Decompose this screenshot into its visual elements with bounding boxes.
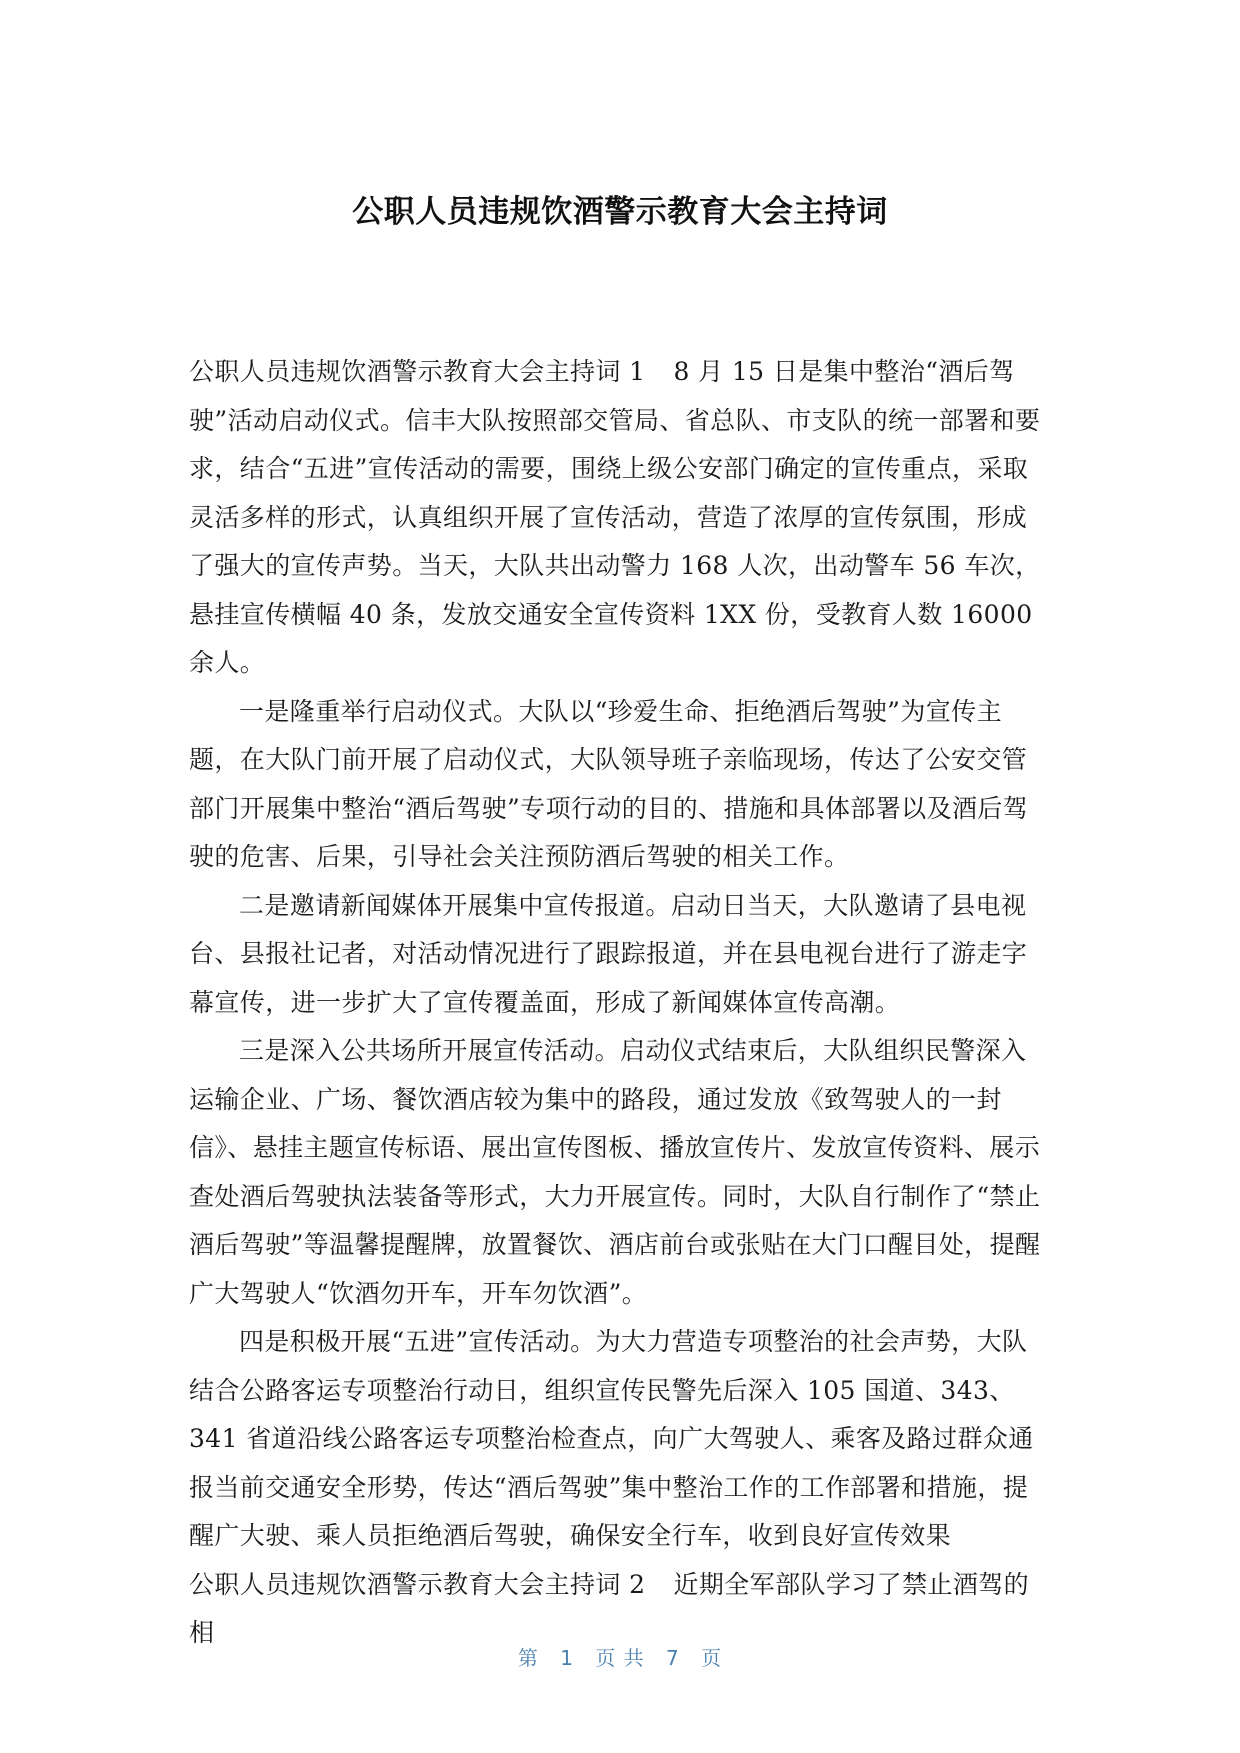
footer-suffix: 页	[701, 1646, 723, 1670]
section-1-heading: 公职人员违规饮酒警示教育大会主持词 1	[189, 357, 646, 386]
footer-page-number: 1	[560, 1646, 574, 1670]
footer-total-pages: 7	[666, 1646, 680, 1670]
section-1-paragraph-5: 四是积极开展“五进”宣传活动。为大力营造专项整治的社会声势，大队结合公路客运专项整治行动日，组织宣传民警先后深入 105 国道、343、341 省道沿线公路客运专项整治检查点，向广大驾驶人、乘客及路过群众通报当前交通安全形势，传达“酒后驾驶”集中整治工作的工作部署和措施，提醒广大驶、乘人员拒绝酒后驾驶，确保安全行车，收到良好宣传效果	[189, 1327, 1034, 1550]
section-1-intro	[189, 348, 1051, 688]
footer-prefix: 第	[517, 1646, 539, 1670]
section-2-heading: 公职人员违规饮酒警示教育大会主持词 2	[189, 1569, 646, 1599]
document-title: 公职人员违规饮酒警示教育大会主持词	[352, 194, 888, 230]
section-1-paragraph-3: 二是邀请新闻媒体开展集中宣传报道。启动日当天，大队邀请了县电视台、县报社记者，对活动情况进行了跟踪报道，并在县电视台进行了游走字幕宣传，进一步扩大了宣传覆盖面，形成了新闻媒体宣传高潮。	[189, 890, 1028, 1017]
section-1-paragraph-4: 三是深入公共场所开展宣传活动。启动仪式结束后，大队组织民警深入运输企业、广场、餐饮酒店较为集中的路段，通过发放《致驾驶人的一封信》、悬挂主题宣传标语、展出宣传图板、播放宣传片、发放宣传资料、展示查处酒后驾驶执法装备等形式，大力开展宣传。同时，大队自行制作了“禁止酒后驾驶”等温馨提醒牌，放置餐饮、酒店前台或张贴在大门口醒目处，提醒广大驾驶人“饮酒勿开车，开车勿饮酒”。	[189, 1036, 1041, 1308]
section-1-paragraph-1: 8 月 15 日是集中整治“酒后驾驶”活动启动仪式。信丰大队按照部交管局、省总队、市支队的统一部署和要求，结合“五进”宣传活动的需要，围绕上级公安部门确定的宣传重点，采取灵活多样的形式，认真组织开展了宣传活动，营造了浓厚的宣传氛围，形成了强大的宣传声势。当天，大队共出动警力 168 人次，出动警车 56 车次，悬挂宣传横幅 40 条，发放交通安全宣传资料 1XX 份，受教育人数 16000 余人。	[189, 357, 1041, 677]
page-footer	[0, 1642, 1240, 1671]
footer-mid: 页 共	[595, 1646, 645, 1670]
document-body	[189, 348, 1051, 1658]
section-1-paragraph-2: 一是隆重举行启动仪式。大队以“珍爱生命、拒绝酒后驾驶”为宣传主题，在大队门前开展了启动仪式，大队领导班子亲临现场，传达了公安交管部门开展集中整治“酒后驾驶”专项行动的目的、措施和具体部署以及酒后驾驶的危害、后果，引导社会关注预防酒后驾驶的相关工作。	[189, 696, 1029, 871]
section-2-paragraph-1: 近期全军部队学习了禁止酒驾的相	[189, 1569, 1030, 1647]
